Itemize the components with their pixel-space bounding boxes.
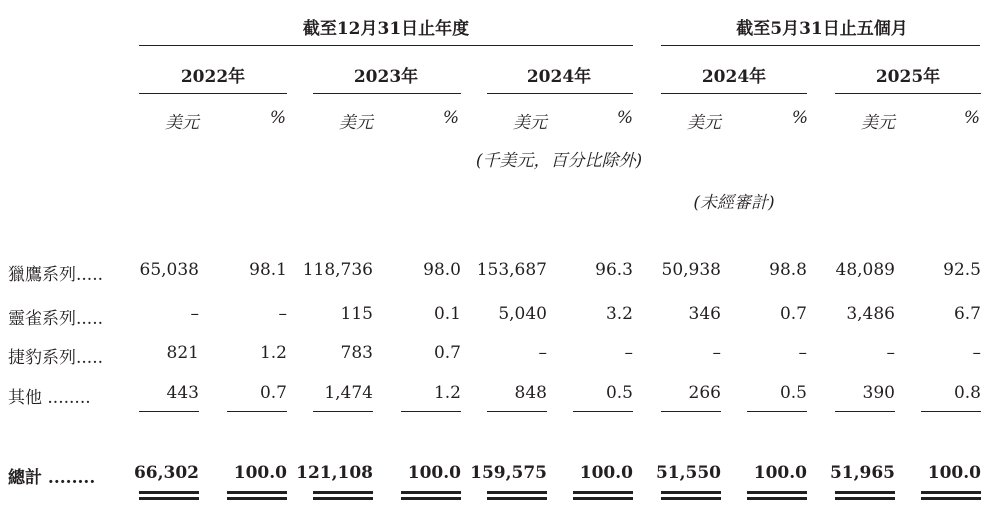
cell-falcon-series-2023-pct: 98.0 (423, 260, 461, 280)
year-header-2024-five-months: 2024年 (701, 67, 767, 87)
subtotal-rule-2023-pct (401, 411, 461, 412)
total-double-rule-2022-usd-2 (139, 497, 199, 500)
cell-others-2022-pct: 0.7 (259, 383, 287, 403)
cell-others-2024-pct: 0.5 (605, 383, 633, 403)
year-header-2024: 2024年 (526, 67, 592, 87)
total-double-rule-2025-5m-pct-2 (921, 497, 981, 500)
cell-jaguar-series-2022-usd: 821 (166, 343, 199, 363)
cell-others-2024-5m-usd: 266 (688, 383, 721, 403)
cell-falcon-series-2024-5m-pct: 98.8 (769, 260, 807, 280)
cell-total-2025-5m-pct: 100.0 (927, 463, 981, 483)
cell-total-2024-usd: 159,575 (470, 463, 547, 483)
cell-others-2023-pct: 1.2 (433, 383, 461, 403)
year-rule-2023 (313, 93, 461, 94)
total-double-rule-2024-5m-usd-2 (661, 497, 721, 500)
row-label-total: 總計 ........ (8, 468, 96, 488)
unit-usd-2023: 美元 (339, 113, 373, 133)
note-thousands-usd: (千美元，百分比除外) (475, 151, 643, 171)
cell-falcon-series-2024-5m-usd: 50,938 (661, 260, 721, 280)
note-unaudited: (未經審計) (693, 193, 775, 213)
cell-total-2023-pct: 100.0 (407, 463, 461, 483)
total-double-rule-2024-5m-usd-1 (661, 491, 721, 494)
total-double-rule-2024-pct-1 (573, 491, 633, 494)
row-label-others: 其他 ........ (8, 388, 91, 408)
year-rule-2025-five-months (835, 93, 981, 94)
cell-falcon-series-2025-5m-usd: 48,089 (835, 260, 895, 280)
year-header-2022: 2022年 (180, 67, 246, 87)
cell-others-2022-usd: 443 (166, 383, 199, 403)
total-double-rule-2022-pct-2 (227, 497, 287, 500)
year-header-2025-five-months: 2025年 (875, 67, 941, 87)
row-label-lingque-series: 靈雀系列..... (8, 309, 104, 329)
subtotal-rule-2023-usd (313, 411, 373, 412)
unit-usd-2022: 美元 (165, 113, 199, 133)
cell-total-2022-pct: 100.0 (233, 463, 287, 483)
cell-lingque-series-2024-5m-usd: 346 (688, 304, 721, 324)
unit-percent-2024: % (616, 108, 634, 128)
year-rule-2024 (487, 93, 633, 94)
cell-jaguar-series-2025-5m-usd: – (886, 343, 895, 363)
unit-percent-2023: % (442, 108, 460, 128)
cell-lingque-series-2025-5m-pct: 6.7 (953, 304, 981, 324)
cell-jaguar-series-2024-5m-pct: – (798, 343, 807, 363)
cell-jaguar-series-2024-usd: – (538, 343, 547, 363)
unit-usd-2024-five-months: 美元 (687, 113, 721, 133)
cell-total-2024-5m-pct: 100.0 (753, 463, 807, 483)
cell-lingque-series-2024-pct: 3.2 (605, 304, 633, 324)
total-double-rule-2023-usd-1 (313, 491, 373, 494)
subtotal-rule-2024-pct (573, 411, 633, 412)
cell-total-2025-5m-usd: 51,965 (829, 463, 895, 483)
total-double-rule-2022-pct-1 (227, 491, 287, 494)
total-double-rule-2024-5m-pct-2 (747, 497, 807, 500)
subtotal-rule-2022-pct (227, 411, 287, 412)
cell-falcon-series-2022-usd: 65,038 (139, 260, 199, 280)
group-rule-fiscal (139, 45, 633, 46)
total-double-rule-2024-usd-2 (487, 497, 547, 500)
cell-lingque-series-2022-pct: – (278, 304, 287, 324)
cell-jaguar-series-2024-pct: – (624, 343, 633, 363)
cell-falcon-series-2023-usd: 118,736 (302, 260, 373, 280)
cell-total-2024-pct: 100.0 (579, 463, 633, 483)
cell-jaguar-series-2023-usd: 783 (340, 343, 373, 363)
total-double-rule-2022-usd-1 (139, 491, 199, 494)
unit-percent-2024-five-months: % (791, 108, 809, 128)
group-header-five-months: 截至5月31日止五個月 (736, 19, 908, 39)
total-double-rule-2024-pct-2 (573, 497, 633, 500)
subtotal-rule-2024-5m-usd (661, 411, 721, 412)
total-double-rule-2025-5m-usd-2 (835, 497, 895, 500)
total-double-rule-2023-pct-2 (401, 497, 461, 500)
year-rule-2024-five-months (661, 93, 807, 94)
cell-falcon-series-2024-usd: 153,687 (476, 260, 547, 280)
total-double-rule-2025-5m-pct-1 (921, 491, 981, 494)
unit-usd-2025-five-months: 美元 (861, 113, 895, 133)
cell-others-2025-5m-pct: 0.8 (953, 383, 981, 403)
unit-usd-2024: 美元 (513, 113, 547, 133)
cell-jaguar-series-2023-pct: 0.7 (433, 343, 461, 363)
cell-lingque-series-2023-usd: 115 (340, 304, 373, 324)
cell-jaguar-series-2022-pct: 1.2 (259, 343, 287, 363)
subtotal-rule-2024-usd (487, 411, 547, 412)
year-header-2023: 2023年 (353, 67, 419, 87)
total-double-rule-2025-5m-usd-1 (835, 491, 895, 494)
unit-percent-2025-five-months: % (963, 108, 981, 128)
cell-others-2023-usd: 1,474 (324, 383, 373, 403)
cell-falcon-series-2022-pct: 98.1 (249, 260, 287, 280)
cell-lingque-series-2024-5m-pct: 0.7 (779, 304, 807, 324)
cell-lingque-series-2023-pct: 0.1 (433, 304, 461, 324)
cell-lingque-series-2022-usd: – (190, 304, 199, 324)
subtotal-rule-2025-5m-usd (835, 411, 895, 412)
cell-others-2024-5m-pct: 0.5 (779, 383, 807, 403)
cell-others-2024-usd: 848 (514, 383, 547, 403)
total-double-rule-2024-usd-1 (487, 491, 547, 494)
row-label-falcon-series: 獵鷹系列..... (8, 265, 104, 285)
cell-others-2025-5m-usd: 390 (862, 383, 895, 403)
subtotal-rule-2022-usd (139, 411, 199, 412)
cell-total-2024-5m-usd: 51,550 (655, 463, 721, 483)
year-rule-2022 (139, 93, 287, 94)
cell-falcon-series-2025-5m-pct: 92.5 (943, 260, 981, 280)
cell-jaguar-series-2025-5m-pct: – (972, 343, 981, 363)
total-double-rule-2023-pct-1 (401, 491, 461, 494)
cell-lingque-series-2025-5m-usd: 3,486 (846, 304, 895, 324)
group-header-fiscal-years: 截至12月31日止年度 (302, 19, 470, 39)
cell-total-2022-usd: 66,302 (133, 463, 199, 483)
cell-falcon-series-2024-pct: 96.3 (595, 260, 633, 280)
cell-total-2023-usd: 121,108 (296, 463, 373, 483)
total-double-rule-2024-5m-pct-1 (747, 491, 807, 494)
total-double-rule-2023-usd-2 (313, 497, 373, 500)
unit-percent-2022: % (269, 108, 287, 128)
subtotal-rule-2024-5m-pct (747, 411, 807, 412)
group-rule-five-months (661, 45, 980, 46)
subtotal-rule-2025-5m-pct (921, 411, 981, 412)
row-label-jaguar-series: 捷豹系列..... (8, 348, 104, 368)
cell-jaguar-series-2024-5m-usd: – (712, 343, 721, 363)
cell-lingque-series-2024-usd: 5,040 (498, 304, 547, 324)
